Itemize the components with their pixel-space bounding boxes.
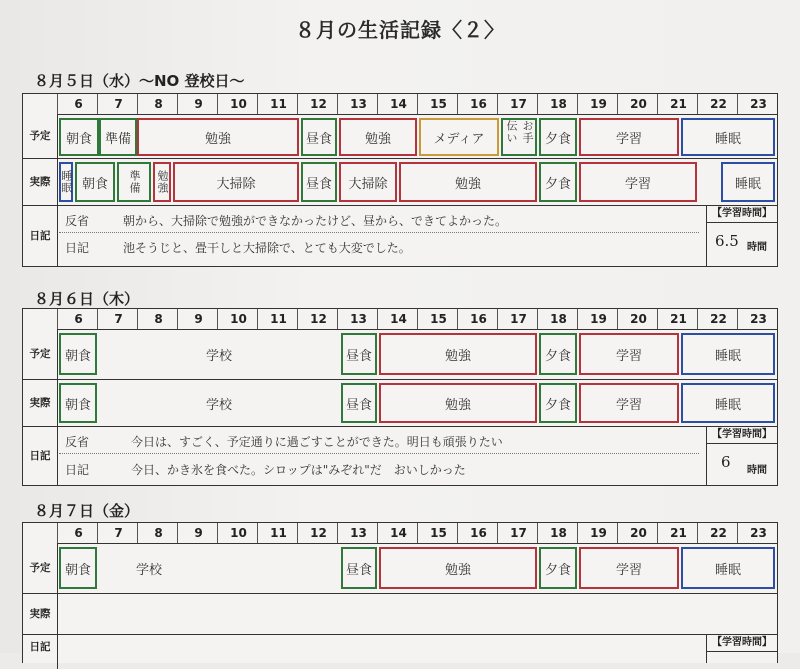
hour-cell: 6 (57, 309, 99, 329)
study-hours-box (706, 206, 777, 266)
actual-block-sleep: 睡眠 (59, 162, 73, 202)
reflection-label: 反省 (65, 435, 90, 449)
actual-row-label: 実際 (23, 380, 58, 426)
plan-block-lunch: 昼食 (341, 333, 377, 375)
page-title: ８月の生活記録〈２〉 (295, 18, 505, 42)
plan-block-homework: 学習 (579, 547, 679, 589)
hour-cell: 11 (257, 309, 299, 329)
plan-block-dinner: 夕食 (539, 118, 577, 156)
hour-cell: 11 (257, 94, 299, 114)
hour-cell: 10 (217, 523, 259, 543)
hour-cell: 9 (177, 523, 219, 543)
hour-cell: 7 (97, 309, 139, 329)
study-hours-box (706, 427, 777, 485)
hour-cell: 16 (457, 309, 499, 329)
plan-block-sleep: 睡眠 (681, 118, 775, 156)
hour-cell: 17 (497, 94, 539, 114)
plan-row-label: 予定 (23, 543, 58, 593)
hour-cell: 18 (537, 309, 579, 329)
hour-cell: 11 (257, 523, 299, 543)
plan-block-chores: お手伝い (501, 118, 537, 156)
study-hours-value: 6 (721, 453, 731, 471)
actual-block-homework: 学習 (579, 162, 697, 202)
plan-block-study: 勉強 (379, 547, 537, 589)
hour-cell: 19 (577, 94, 619, 114)
actual-block-dinner: 夕食 (539, 383, 577, 423)
hour-cell: 20 (617, 523, 659, 543)
hour-cell: 9 (177, 94, 219, 114)
actual-row-label: 実際 (23, 159, 58, 205)
plan-block-study: 勉強 (339, 118, 417, 156)
plan-block-breakfast: 朝食 (59, 333, 97, 375)
hour-cell: 23 (737, 523, 779, 543)
actual-block-breakfast: 朝食 (59, 383, 97, 423)
actual-block-sleep: 睡眠 (721, 162, 775, 202)
hour-cell: 12 (297, 309, 339, 329)
diary-text: 今日、かき氷を食べた。シロップは"みぞれ"だ おいしかった (131, 463, 466, 477)
study-hours-unit: 時間 (747, 465, 767, 476)
actual-block-study: 勉強 (153, 162, 171, 202)
hour-cell: 22 (697, 309, 739, 329)
actual-block-breakfast: 朝食 (75, 162, 115, 202)
plan-block-homework: 学習 (579, 118, 679, 156)
hour-header (57, 523, 777, 544)
plan-block-dinner: 夕食 (539, 547, 577, 589)
hour-cell: 7 (97, 523, 139, 543)
hour-cell: 10 (217, 94, 259, 114)
actual-block-lunch: 昼食 (301, 162, 337, 202)
hour-cell: 21 (657, 309, 699, 329)
plan-block-media: メディア (419, 118, 499, 156)
actual-block-cleaning: 大掃除 (173, 162, 299, 202)
hour-cell: 12 (297, 523, 339, 543)
plan-block-lunch: 昼食 (341, 547, 377, 589)
hour-cell: 14 (377, 94, 419, 114)
hour-cell: 8 (137, 523, 179, 543)
plan-row-label: 予定 (23, 114, 58, 158)
hour-cell: 18 (537, 94, 579, 114)
hour-cell: 6 (57, 523, 99, 543)
hour-cell: 15 (417, 309, 459, 329)
hour-cell: 17 (497, 309, 539, 329)
plan-block-study: 勉強 (137, 118, 299, 156)
hour-cell: 14 (377, 523, 419, 543)
study-hours-header: 【学習時間】 (707, 206, 777, 223)
study-hours-value: 6.5 (715, 232, 739, 250)
reflection-text: 今日は、すごく、予定通りに過ごすことができた。明日も頑張りたい (131, 435, 503, 449)
hour-cell: 21 (657, 523, 699, 543)
plan-block-breakfast: 朝食 (59, 547, 97, 589)
hour-cell: 21 (657, 94, 699, 114)
actual-block-study: 勉強 (379, 383, 537, 423)
diary-label: 日記 (65, 463, 90, 477)
hour-cell: 12 (297, 94, 339, 114)
actual-block-school: 学校 (205, 397, 232, 413)
plan-row-label: 予定 (23, 329, 58, 379)
hour-cell: 16 (457, 94, 499, 114)
actual-block-study: 勉強 (399, 162, 537, 202)
hour-cell: 16 (457, 523, 499, 543)
hour-cell: 9 (177, 309, 219, 329)
hour-cell: 13 (337, 523, 379, 543)
study-hours-unit: 時間 (747, 242, 767, 253)
hour-cell: 17 (497, 523, 539, 543)
study-hours-header: 【学習時間】 (707, 635, 777, 652)
actual-block-homework: 学習 (579, 383, 679, 423)
hour-cell: 23 (737, 309, 779, 329)
schedule-table-aug5 (22, 93, 778, 267)
hour-cell: 19 (577, 523, 619, 543)
plan-block-sleep: 睡眠 (681, 333, 775, 375)
plan-block-school: 学校 (205, 348, 232, 364)
diary-row-label: 日記 (23, 635, 58, 669)
hour-cell: 20 (617, 94, 659, 114)
day-heading-aug6: ８月６日（木） (34, 290, 140, 308)
actual-block-prep: 準備 (117, 162, 151, 202)
hour-cell: 15 (417, 94, 459, 114)
plan-block-dinner: 夕食 (539, 333, 577, 375)
plan-block-lunch: 昼食 (301, 118, 337, 156)
hour-cell: 22 (697, 94, 739, 114)
diary-label: 日記 (65, 241, 90, 255)
study-hours-header: 【学習時間】 (707, 427, 777, 444)
day-heading-aug5: ８月５日（水）～NO 登校日～ (34, 72, 245, 90)
schedule-table-aug6 (22, 308, 778, 486)
actual-block-cleaning: 大掃除 (339, 162, 397, 202)
plan-block-sleep: 睡眠 (681, 547, 775, 589)
hour-cell: 8 (137, 309, 179, 329)
hour-cell: 13 (337, 94, 379, 114)
actual-block-lunch: 昼食 (341, 383, 377, 423)
actual-block-sleep: 睡眠 (681, 383, 775, 423)
plan-block-breakfast: 朝食 (59, 118, 99, 156)
hour-header (57, 94, 777, 115)
day-heading-aug7: ８月７日（金） (34, 502, 140, 520)
diary-text: 池そうじと、畳干しと大掃除で、とても大変でした。 (123, 241, 411, 255)
plan-block-prep: 準備 (99, 118, 137, 156)
hour-cell: 19 (577, 309, 619, 329)
hour-cell: 7 (97, 94, 139, 114)
reflection-label: 反省 (65, 214, 90, 228)
hour-header (57, 309, 777, 330)
plan-block-homework: 学習 (579, 333, 679, 375)
actual-row-label: 実際 (23, 594, 58, 634)
hour-cell: 15 (417, 523, 459, 543)
actual-block-dinner: 夕食 (539, 162, 577, 202)
hour-cell: 13 (337, 309, 379, 329)
hour-cell: 14 (377, 309, 419, 329)
plan-block-study: 勉強 (379, 333, 537, 375)
hour-cell: 23 (737, 94, 779, 114)
hour-cell: 6 (57, 94, 99, 114)
plan-block-school: 学校 (135, 562, 162, 578)
hour-cell: 10 (217, 309, 259, 329)
study-hours-box (706, 635, 777, 663)
reflection-text: 朝から、大掃除で勉強ができなかったけど、昼から、できてよかった。 (123, 214, 508, 228)
hour-cell: 22 (697, 523, 739, 543)
diary-row-label: 日記 (23, 427, 58, 485)
diary-row-label: 日記 (23, 206, 58, 266)
hour-cell: 8 (137, 94, 179, 114)
hour-cell: 18 (537, 523, 579, 543)
hour-cell: 20 (617, 309, 659, 329)
schedule-table-aug7 (22, 522, 778, 663)
